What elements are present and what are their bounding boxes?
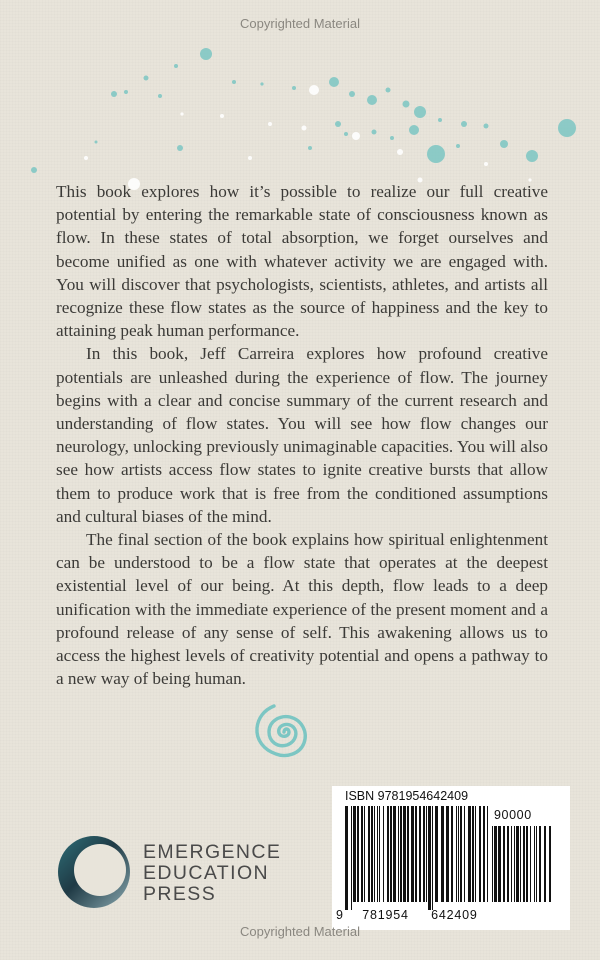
blurb-paragraph-2: In this book, Jeff Carreira explores how profound creative potentials are unleashed during the experience of flow. The journey begins with a clear and concise summary of the current research and understanding of flow states. You will see how flow changes our neurology, unlocking previously unimaginable capacities. You will also see how artists access flow states to ignite creative bursts that allow them to produce work that is free from the conditioned assumptions and cultural biases of the mind. <box>56 344 548 526</box>
circle-ring-logo-icon <box>56 834 132 910</box>
barcode-bars-addon <box>492 826 554 910</box>
spiral-icon <box>244 700 320 762</box>
back-cover-blurb <box>56 180 548 690</box>
publisher-line-1: EMERGENCE <box>143 841 282 863</box>
isbn-digit-group-2: 642409 <box>431 908 478 922</box>
isbn-barcode <box>332 786 570 930</box>
barcode-bars-main <box>345 806 490 910</box>
blurb-paragraph-3: The final section of the book explains how spiritual enlightenment can be understood to be a flow state that operates at the deepest existential level of our being. At this depth, flow leads to a deep unification with the immediate experience of the present moment and a profound release of any sense of self. This awakening allows us to access the highest levels of creativity potential and opens a pathway to a new way of being human. <box>56 530 548 689</box>
copyright-watermark-top: Copyrighted Material <box>240 16 360 31</box>
publisher-line-3: PRESS <box>143 883 217 905</box>
copyright-watermark-bottom: Copyrighted Material <box>240 924 360 939</box>
blurb-paragraph-1: This book explores how it’s possible to realize our full creative potential by entering the remarkable state of consciousness known as flow. In these states of total absorption, we forget ourselves and become unified as one with whatever activity we are engaged with. You will discover that psychologists, scientists, athletes, and artists all recognize these flow states as the source of happiness and the key to attaining peak human performance. <box>56 182 548 341</box>
isbn-label: ISBN 9781954642409 <box>345 789 469 803</box>
publisher-name <box>143 842 281 905</box>
publisher-line-2: EDUCATION <box>143 862 269 884</box>
isbn-digit-first: 9 <box>336 908 344 922</box>
price-code: 90000 <box>494 808 532 822</box>
isbn-digits <box>336 908 492 922</box>
isbn-digit-group-1: 781954 <box>362 908 409 922</box>
paint-splash-dots <box>0 40 600 200</box>
